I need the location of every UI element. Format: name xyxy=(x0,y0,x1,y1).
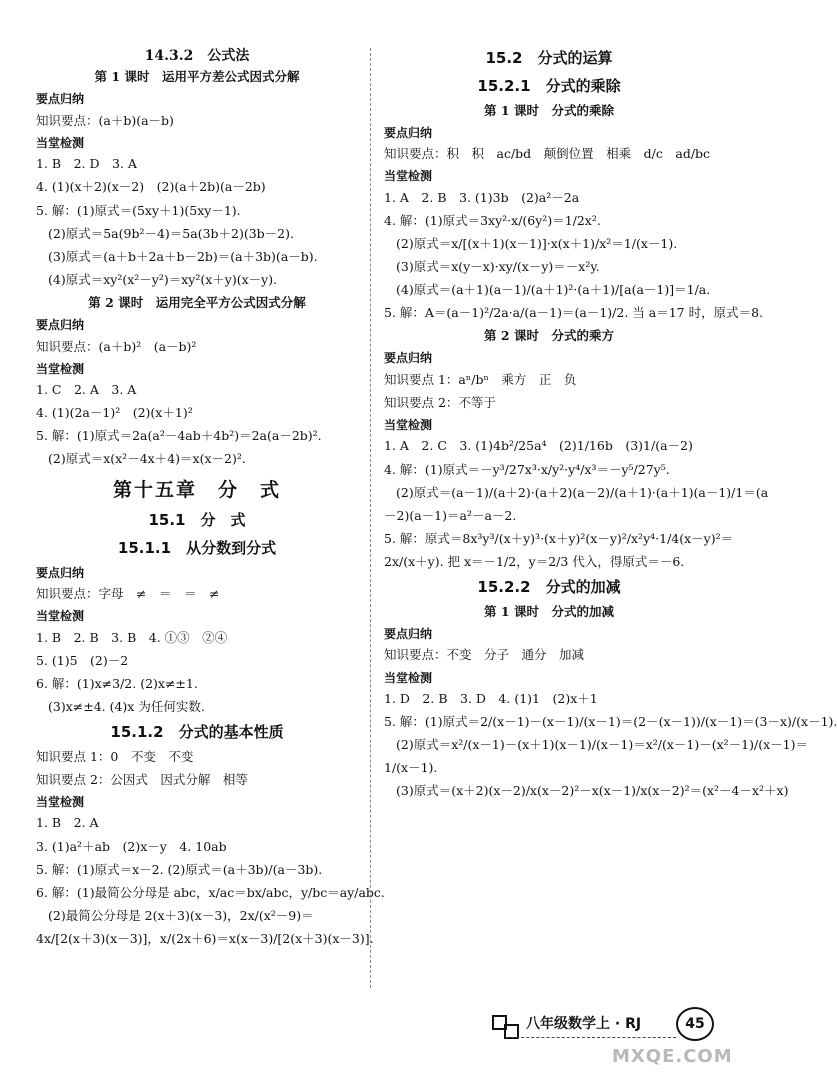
section-label: 要点归纳 xyxy=(384,125,433,140)
footer-book-title: 八年级数学上 · RJ xyxy=(526,1016,642,1032)
answer-line: 知识要点 2：不等于 xyxy=(384,394,496,410)
answer-line: (2)原式＝x/[(x＋1)(x－1)]·x(x＋1)/x²＝1/(x－1). xyxy=(396,235,678,251)
answer-line: 4. (1)(x＋2)(x－2) (2)(a＋2b)(a－2b) xyxy=(36,179,266,195)
answer-line: 2x/(x＋y). 把 x＝－1/2，y＝2/3 代入，得原式＝－6. xyxy=(384,554,685,570)
answer-line: 5. 解：(1)原式＝(5xy＋1)(5xy－1). xyxy=(36,202,241,218)
page-footer xyxy=(492,1005,722,1043)
section-label: 要点归纳 xyxy=(36,318,85,333)
right-column xyxy=(384,42,837,806)
answer-line: (3)x≠±4. (4)x 为任何实数. xyxy=(48,698,205,714)
section-label: 当堂检测 xyxy=(384,670,433,685)
heading: 第十五章 分 式 xyxy=(112,478,281,501)
answer-line: 5. 解：(1)原式＝x－2. (2)原式＝(a＋3b)/(a－3b). xyxy=(36,861,323,877)
answer-line: 1. D 2. B 3. D 4. (1)1 (2)x＋1 xyxy=(384,690,598,706)
answer-line: 6. 解：(1)最简公分母是 abc，x/ac＝bx/abc，y/bc＝ay/abc. xyxy=(36,884,385,900)
heading: 14.3.2 公式法 xyxy=(144,48,250,64)
answer-line: 1. B 2. D 3. A xyxy=(36,156,137,172)
answer-line: 知识要点 1：0 不变 不变 xyxy=(36,748,194,764)
answer-line: (2)原式＝(a－1)/(a＋2)·(a＋2)(a－2)/(a＋1)·(a＋1)(a－1)/1＝(a xyxy=(396,484,769,500)
answer-line: 知识要点：(a＋b)² (a－b)² xyxy=(36,338,197,354)
answer-line: 1. A 2. C 3. (1)4b²/25a⁴ (2)1/16b (3)1/(a－2) xyxy=(384,438,693,454)
answer-line: 知识要点：(a＋b)(a－b) xyxy=(36,112,174,128)
answer-line: (2)最简公分母是 2(x＋3)(x－3)，2x/(x²－9)＝ xyxy=(48,907,314,923)
answer-line: 1. B 2. B 3. B 4. ①③ ②④ xyxy=(36,629,228,645)
answer-line: －2)(a－1)＝a²－a－2. xyxy=(384,507,517,523)
heading: 第 2 课时 分式的乘方 xyxy=(484,328,614,344)
answer-line: 3. (1)a²＋ab (2)x－y 4. 10ab xyxy=(36,838,227,854)
answer-line: 1. A 2. B 3. (1)3b (2)a²－2a xyxy=(384,189,580,205)
heading: 15.1.1 从分数到分式 xyxy=(117,538,277,557)
section-label: 当堂检测 xyxy=(384,169,433,184)
answer-line: 5. 解：(1)原式＝2a(a²－4ab＋4b²)＝2a(a－2b)². xyxy=(36,428,322,444)
answer-line: 5. 解：A＝(a－1)²/2a·a/(a－1)＝(a－1)/2. 当 a＝17 时，原式＝8. xyxy=(384,305,764,321)
answer-line: (3)原式＝(x＋2)(x－2)/x(x－2)²－x(x－1)/x(x－2)²＝(x²－4－x²＋x) xyxy=(396,783,789,799)
heading: 第 1 课时 分式的加减 xyxy=(484,603,614,619)
section-label: 当堂检测 xyxy=(36,361,85,376)
answer-line: (2)原式＝5a(9b²－4)＝5a(3b＋2)(3b－2). xyxy=(48,225,294,241)
answer-line: 4. 解：(1)原式＝3xy²·x/(6y²)＝1/2x². xyxy=(384,212,601,228)
heading: 第 2 课时 运用完全平方公式因式分解 xyxy=(88,295,306,311)
answer-line: 1. B 2. A xyxy=(36,815,99,831)
footer-boxes-icon xyxy=(492,1015,520,1037)
section-label: 当堂检测 xyxy=(384,418,433,433)
answer-line: (2)原式＝x(x²－4x＋4)＝x(x－2)². xyxy=(48,451,246,467)
answer-line: 知识要点 2：公因式 因式分解 相等 xyxy=(36,771,248,787)
heading: 15.1.2 分式的基本性质 xyxy=(110,723,284,742)
answer-line: (4)原式＝(a＋1)(a－1)/(a＋1)²·(a＋1)/[a(a－1)]＝1/a. xyxy=(396,282,711,298)
answer-line: (3)原式＝(a＋b＋2a＋b－2b)＝(a＋3b)(a－b). xyxy=(48,248,318,264)
section-label: 要点归纳 xyxy=(36,565,85,580)
section-label: 当堂检测 xyxy=(36,135,85,150)
answer-line: 知识要点：字母 ≠ ＝ ＝ ≠ xyxy=(36,586,220,602)
answer-line: 5. (1)5 (2)－2 xyxy=(36,652,129,668)
answer-line: 知识要点：积 积 ac/bd 颠倒位置 相乘 d/c ad/bc xyxy=(384,146,711,162)
answer-line: 4x/[2(x＋3)(x－3)]，x/(2x＋6)＝x(x－3)/[2(x＋3)(x－3)]. xyxy=(36,931,374,947)
section-label: 当堂检测 xyxy=(36,795,85,810)
column-divider xyxy=(370,48,371,988)
page-number: 45 xyxy=(676,1007,714,1041)
watermark: MXQE.COM xyxy=(612,1046,733,1067)
answer-line: (4)原式＝xy²(x²－y²)＝xy²(x＋y)(x－y). xyxy=(48,271,278,287)
heading: 15.2 分式的运算 xyxy=(485,49,613,67)
section-label: 当堂检测 xyxy=(36,609,85,624)
heading: 第 1 课时 分式的乘除 xyxy=(484,102,614,118)
answer-line: 4. (1)(2a－1)² (2)(x＋1)² xyxy=(36,405,193,421)
answer-line: 1/(x－1). xyxy=(384,760,438,776)
heading: 第 1 课时 运用平方差公式因式分解 xyxy=(94,69,300,85)
answer-line: 6. 解：(1)x≠3/2. (2)x≠±1. xyxy=(36,675,198,691)
section-label: 要点归纳 xyxy=(384,351,433,366)
left-column xyxy=(36,42,385,953)
footer-rule xyxy=(506,1037,676,1038)
heading: 15.2.1 分式的乘除 xyxy=(477,76,621,95)
answer-line: 5. 解：(1)原式＝2/(x－1)－(x－1)/(x－1)＝(2－(x－1))/(x－1)＝(3－x)/(x－1). xyxy=(384,714,837,730)
answer-line: 知识要点 1：aⁿ/bⁿ 乘方 正 负 xyxy=(384,371,577,387)
answer-line: 知识要点：不变 分子 通分 加减 xyxy=(384,647,585,663)
answer-line: 5. 解：原式＝8x³y³/(x＋y)³·(x＋y)²(x－y)²/x²y⁴·1/4(x－y)²＝ xyxy=(384,530,734,546)
answer-line: (2)原式＝x²/(x－1)－(x＋1)(x－1)/(x－1)＝x²/(x－1)－(x²－1)/(x－1)＝ xyxy=(396,737,808,753)
section-label: 要点归纳 xyxy=(36,92,85,107)
heading: 15.2.2 分式的加减 xyxy=(477,578,621,597)
answer-line: 1. C 2. A 3. A xyxy=(36,382,137,398)
answer-line: (3)原式＝x(y－x)·xy/(x－y)＝－x²y. xyxy=(396,258,600,274)
answer-line: 4. 解：(1)原式＝－y³/27x³·x/y²·y⁴/x³＝－y⁵/27y⁵. xyxy=(384,461,670,477)
heading: 15.1 分 式 xyxy=(148,511,246,530)
section-label: 要点归纳 xyxy=(384,627,433,642)
